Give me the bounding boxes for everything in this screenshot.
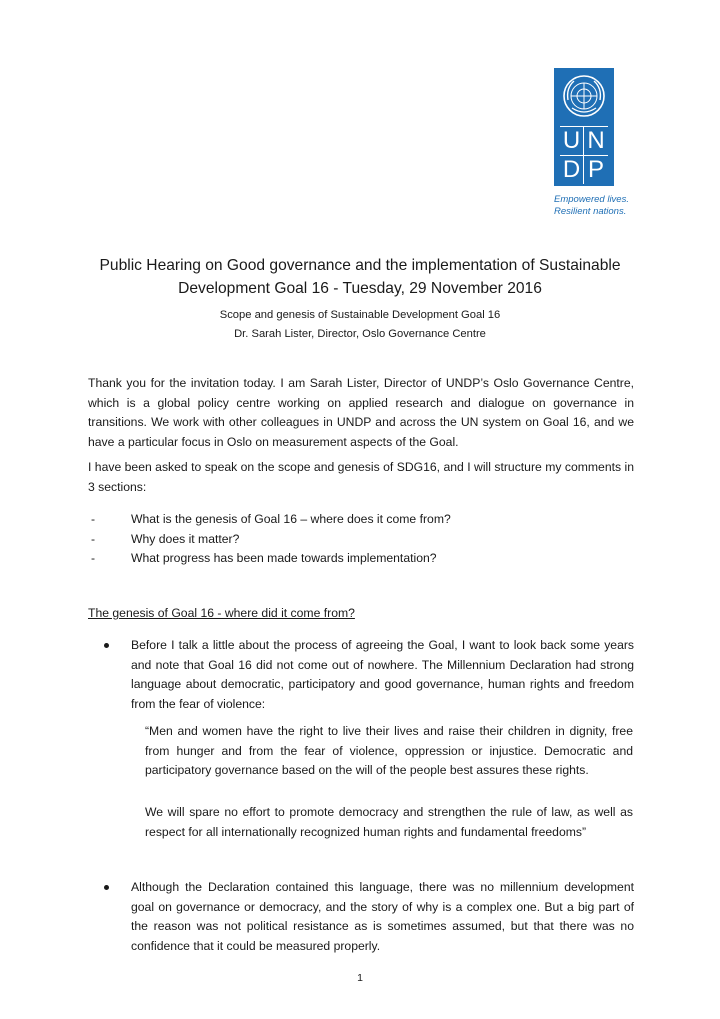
list-item [88, 510, 634, 530]
list-item [88, 549, 634, 569]
undp-logo-box [554, 68, 614, 186]
bullet-list [88, 878, 634, 956]
logo-letter: U [560, 127, 584, 156]
dash-marker: - [91, 512, 96, 526]
page-number: 1 [357, 972, 363, 984]
list-item-text: Why does it matter? [131, 531, 240, 546]
tagline-line-1: Empowered lives. [554, 194, 629, 205]
title-line-1: Public Hearing on Good governance and the implementation of Sustainable [99, 257, 621, 274]
bullet-dot-icon [104, 885, 109, 890]
document-title [60, 254, 660, 300]
dash-marker: - [91, 551, 96, 565]
quote-paragraph: “Men and women have the right to live their lives and raise their children in dignity, free from hunger and from the fear of violence, oppression or injustice. Democratic and participatory governance based on the will of the people best assures these rights. [145, 724, 633, 777]
bullet-list [88, 636, 634, 714]
quote-paragraph: We will spare no effort to promote democracy and strengthen the rule of law, as well as respect for all internationally recognized human rights and fundamental freedoms” [145, 805, 633, 839]
bullet-item [88, 636, 634, 714]
undp-logo [554, 68, 630, 218]
tagline-line-2: Resilient nations. [554, 206, 627, 217]
list-item-text: What progress has been made towards implementation? [131, 551, 437, 565]
bullet-text: Before I talk a little about the process of agreeing the Goal, I want to look back some years and note that Goal 16 did not come out of nowhere. The Millennium Declaration had strong language about democratic, participatory and good governance, human rights and freedom from the fear of violence: [131, 638, 634, 711]
undp-letter-grid [560, 126, 608, 183]
logo-letter: N [584, 127, 608, 156]
dash-marker: - [91, 531, 96, 546]
title-line-2: Development Goal 16 - Tuesday, 29 November 2016 [178, 280, 542, 297]
subtitle-line-2: Dr. Sarah Lister, Director, Oslo Governance Centre [234, 328, 486, 340]
logo-letter: D [560, 156, 584, 184]
intro-paragraph: Thank you for the invitation today. I am Sarah Lister, Director of UNDP’s Oslo Governance Centre, which is a global policy centre working on applied research and dialogue on governance in transitions. We work with other colleagues in UNDP and across the UN system on Goal 16, and we have a particular focus in Oslo on measurement aspects of the Goal. [88, 376, 634, 449]
bullet-item [88, 878, 634, 956]
list-item-text: What is the genesis of Goal 16 – where does it come from? [131, 512, 451, 526]
list-item [88, 530, 634, 550]
section-heading: The genesis of Goal 16 - where did it come from? [88, 606, 355, 620]
document-subtitle [60, 306, 660, 344]
bullet-text: Although the Declaration contained this language, there was no millennium development goal on governance or democracy, and the story of why is a complex one. But a big part of the reason was not political resistance as is sometimes assumed, but that there was no confidence that it could be measured properly. [131, 880, 634, 953]
bullet-dot-icon [104, 643, 109, 648]
un-emblem-icon [562, 74, 606, 118]
logo-tagline [554, 194, 630, 218]
section-list [88, 510, 634, 569]
structure-paragraph: I have been asked to speak on the scope and genesis of SDG16, and I will structure my comments in 3 sections: [88, 460, 634, 494]
subtitle-line-1: Scope and genesis of Sustainable Development Goal 16 [219, 309, 501, 321]
logo-letter: P [587, 156, 604, 183]
